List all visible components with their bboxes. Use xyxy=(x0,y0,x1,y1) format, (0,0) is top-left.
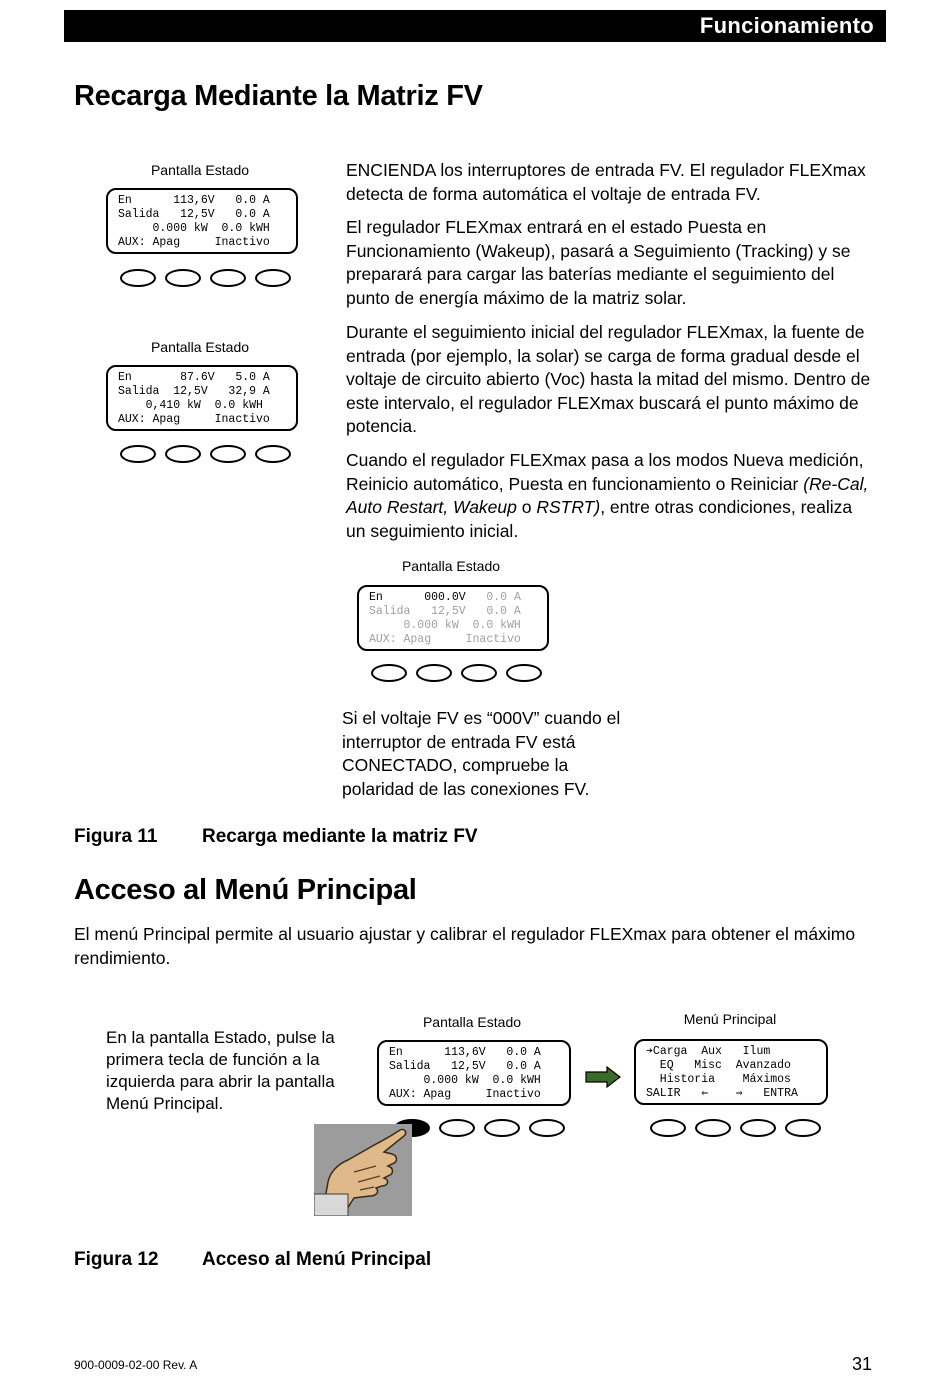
lcd-row: SALIR ⇐ ⇒ ENTRA xyxy=(646,1087,798,1100)
soft-key xyxy=(416,664,452,682)
paragraph-4-or: o xyxy=(516,497,537,517)
main-menu-screen xyxy=(634,1039,828,1105)
lcd-row: EQ Misc Avanzado xyxy=(646,1059,791,1072)
figure-title: Acceso al Menú Principal xyxy=(202,1249,432,1270)
lcd-dim-current: 0.0 A xyxy=(465,591,521,604)
lcd-row: Salida 12,5V 32,9 A xyxy=(118,385,270,398)
lcd-row: ➔Carga Aux Ilum xyxy=(646,1045,771,1058)
status-screen-3 xyxy=(357,585,549,651)
soft-key xyxy=(120,269,156,287)
soft-key xyxy=(695,1119,731,1137)
lcd-row: 0.000 kW 0.0 kWH xyxy=(369,619,521,632)
soft-key xyxy=(255,269,291,287)
soft-key xyxy=(740,1119,776,1137)
lcd-row: Salida 12,5V 0.0 A xyxy=(118,208,270,221)
lcd-label-en: En xyxy=(369,591,425,604)
paragraph-1: ENCIENDA los interruptores de entrada FV. El regulador FLEXmax detecta de forma automática el voltaje de entrada FV. xyxy=(346,160,866,204)
paragraph-4-italic-2: RSTRT) xyxy=(536,497,601,517)
paragraph-4-italic: (Re-Cal, Auto Restart, Wakeup xyxy=(346,473,869,517)
soft-key xyxy=(529,1119,565,1137)
paragraph-2: El regulador FLEXmax entrará en el estado Puesta en Funcionamiento (Wakeup), pasará a Seguimiento (Tracking) y se preparará para cargar las baterías mediante el seguimiento del punto de energía máximo de la matriz solar. xyxy=(346,217,851,308)
status-screen-1 xyxy=(106,188,298,254)
paragraph-4-text-b: , entre otras condiciones, realiza un seguimiento inicial. xyxy=(346,497,853,541)
figure-11-caption xyxy=(74,826,478,848)
lcd-row: 0,410 kW 0.0 kWH xyxy=(118,399,263,412)
soft-keys-3 xyxy=(371,664,542,682)
document-number: 900-0009-02-00 Rev. A xyxy=(74,1358,198,1372)
figure-12-caption xyxy=(74,1249,431,1271)
section-title-recarga: Recarga Mediante la Matriz FV xyxy=(74,80,483,112)
soft-key xyxy=(484,1119,520,1137)
figure-number: Figura 12 xyxy=(74,1249,159,1270)
lcd-row: 0.000 kW 0.0 kWH xyxy=(389,1074,541,1087)
status-screen-2 xyxy=(106,365,298,431)
header-bar xyxy=(64,10,886,42)
soft-key xyxy=(165,269,201,287)
lcd-row: AUX: Apag Inactivo xyxy=(118,236,270,249)
lcd-row xyxy=(369,591,547,605)
soft-key xyxy=(255,445,291,463)
soft-key xyxy=(165,445,201,463)
soft-key xyxy=(371,664,407,682)
soft-keys-4 xyxy=(394,1119,565,1137)
lcd-voltage-zero: 000.0V xyxy=(424,591,466,604)
lcd-row: AUX: Apag Inactivo xyxy=(118,413,270,426)
soft-key xyxy=(120,445,156,463)
lcd-row: En 87.6V 5.0 A xyxy=(118,371,270,384)
section-title-menu: Acceso al Menú Principal xyxy=(74,874,417,906)
note-paragraph: Si el voltaje FV es “000V” cuando el interruptor de entrada FV está CONECTADO, compruebe la polaridad de las conexiones FV. xyxy=(342,708,621,799)
soft-key xyxy=(506,664,542,682)
screen-label-4: Pantalla Estado xyxy=(422,1014,522,1030)
figure-title: Recarga mediante la matriz FV xyxy=(202,826,478,847)
header-title: Funcionamiento xyxy=(699,13,874,38)
status-screen-4 xyxy=(377,1040,571,1106)
figure-number: Figura 11 xyxy=(74,826,158,847)
lcd-row: Historia Máximos xyxy=(646,1073,791,1086)
soft-keys-2 xyxy=(120,445,291,463)
lcd-row: En 113,6V 0.0 A xyxy=(118,194,270,207)
soft-keys-5 xyxy=(650,1119,821,1137)
lcd-row: AUX: Apag Inactivo xyxy=(369,633,521,646)
lcd-row: Salida 12,5V 0.0 A xyxy=(389,1060,541,1073)
page-number: 31 xyxy=(851,1354,872,1374)
lcd-row: 0.000 kW 0.0 kWH xyxy=(118,222,270,235)
screen-label-3: Pantalla Estado xyxy=(401,558,501,574)
lcd-row: AUX: Apag Inactivo xyxy=(389,1088,541,1101)
arrow-right-icon xyxy=(585,1066,621,1088)
soft-keys-1 xyxy=(120,269,291,287)
soft-key xyxy=(650,1119,686,1137)
soft-key xyxy=(785,1119,821,1137)
lcd-row: En 113,6V 0.0 A xyxy=(389,1046,541,1059)
screen-label-2: Pantalla Estado xyxy=(150,339,250,355)
intro-paragraph: El menú Principal permite al usuario ajustar y calibrar el regulador FLEXmax para obtener el máximo rendimiento. xyxy=(74,924,856,968)
screen-label-1: Pantalla Estado xyxy=(150,162,250,178)
soft-key xyxy=(439,1119,475,1137)
lcd-row: Salida 12,5V 0.0 A xyxy=(369,605,521,618)
soft-key xyxy=(210,445,246,463)
paragraph-3: Durante el seguimiento inicial del regulador FLEXmax, la fuente de entrada (por ejemplo, la solar) se carga de forma gradual desde el voltaje de circuito abierto (Voc) hasta la mitad del mismo. Dentro de este intervalo, el regulador FLEXmax buscará el punto máximo de potencia. xyxy=(346,322,871,436)
soft-key xyxy=(210,269,246,287)
paragraph-4-text-a: Cuando el regulador FLEXmax pasa a los modos Nueva medición, Reinicio automático, Puesta en funcionamiento o Reiniciar xyxy=(346,450,864,494)
soft-key xyxy=(461,664,497,682)
instruction-paragraph: En la pantalla Estado, pulse la primera tecla de función a la izquierda para abrir la pantalla Menú Principal. xyxy=(106,1028,335,1113)
paragraph-4 xyxy=(346,449,876,543)
pointing-hand-icon xyxy=(314,1124,412,1216)
menu-label: Menú Principal xyxy=(683,1011,777,1027)
